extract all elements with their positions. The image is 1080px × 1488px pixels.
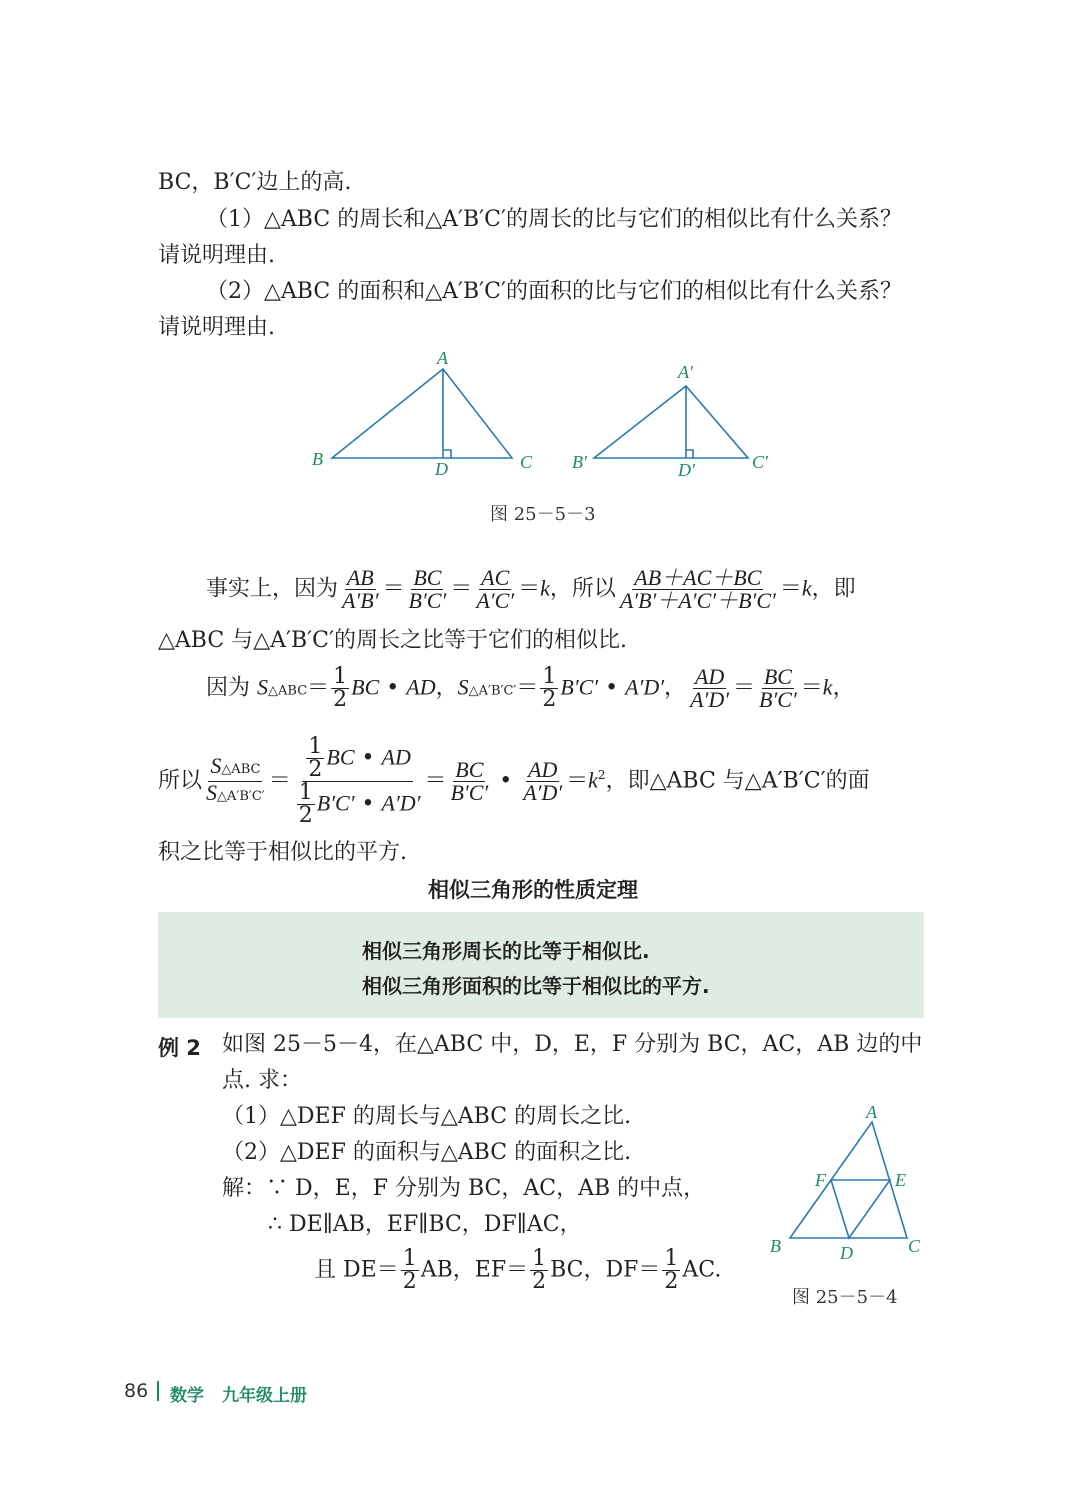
example-question-1: （1）△DEF 的周长与△ABC 的周长之比. bbox=[222, 1104, 632, 1129]
example-question-2: （2）△DEF 的面积与△ABC 的面积之比. bbox=[222, 1140, 632, 1165]
solution-line-1: 解：∵ D，E，F 分别为 BC，AC，AB 的中点， bbox=[222, 1176, 706, 1201]
proof-line-3: 所以 $\frac{\text{S△ABC}}{S\triangle A'B'C'}$ ＝ $\frac{1}{2}$ BC • AD $\frac{1}{2}$ B′C′ • A′D′ ＝ $\frac{BC}{B'C'}$ • $\frac{AD}{A'D'}$ $=k^2$，即△ABC 与△A′B′C′的面 bbox=[158, 734, 870, 828]
footer-book: 数学 bbox=[170, 1386, 204, 1406]
ex-label-a: A bbox=[866, 1102, 877, 1122]
question-1: （1）△ABC 的周长和△A′B′C′的周长的比与它们的相似比有什么关系？ bbox=[206, 207, 902, 232]
solution-line-3: 且 DE＝ $\frac{1}{2}$ AB，EF＝ $\frac{1}{2}$ BC，DF＝ $\frac{1}{2}$ AC. bbox=[314, 1246, 722, 1294]
figure-caption-2: 图 25－5－4 bbox=[792, 1287, 898, 1308]
ex-label-e: E bbox=[895, 1170, 906, 1190]
ex-label-c: C bbox=[908, 1236, 921, 1256]
theorem-line-2: 相似三角形面积的比等于相似比的平方. bbox=[362, 974, 710, 998]
example-label: 例 2 bbox=[158, 1036, 201, 1060]
proof-line-2: 因为 S△ABC＝ $\frac{1}{2}$ BC • AD，S△A′B′C′＝ $\frac{1}{2}$ B′C′ • A′D′， $\frac{AD}{A'D'}$ ＝ $\frac{BC}{B'C'}$ ＝k， bbox=[206, 664, 855, 712]
label-b-prime: B′ bbox=[572, 452, 587, 472]
figure-25-5-4 bbox=[760, 1098, 930, 1268]
proof-line-1: 事实上，因为 $\frac{AB}{A'B'}$ ＝ $\frac{BC}{B'C'}$ ＝ $\frac{AC}{A'C'}$ ＝k，所以 $\frac{AB+AC+BC}{A'B'+A'C'+B'C'}$ ＝k，即 bbox=[206, 565, 856, 613]
theorem-title: 相似三角形的性质定理 bbox=[428, 878, 638, 902]
label-a-prime: A′ bbox=[678, 362, 693, 382]
label-d-prime: D′ bbox=[678, 460, 695, 480]
question-1-cont: 请说明理由. bbox=[158, 243, 275, 268]
label-c: C bbox=[520, 452, 533, 472]
intro-line-0: BC，B′C′边上的高. bbox=[158, 170, 352, 195]
question-2: （2）△ABC 的面积和△A′B′C′的面积的比与它们的相似比有什么关系？ bbox=[206, 279, 902, 304]
footer-grade: 九年级上册 bbox=[222, 1386, 307, 1406]
solution-line-2: ∴ DE∥AB，EF∥BC，DF∥AC， bbox=[268, 1212, 582, 1237]
figure-25-5-3 bbox=[300, 345, 800, 485]
question-2-cont: 请说明理由. bbox=[158, 315, 275, 340]
figure-caption-1: 图 25－5－3 bbox=[490, 504, 596, 525]
label-b: B bbox=[312, 449, 323, 469]
theorem-box bbox=[158, 912, 924, 1018]
proof-line-1b: △ABC 与△A′B′C′的周长之比等于它们的相似比. bbox=[158, 628, 627, 653]
ex-label-d: D bbox=[840, 1243, 853, 1263]
proof-line-4: 积之比等于相似比的平方. bbox=[158, 840, 407, 865]
label-d: D bbox=[435, 459, 448, 479]
page-number: 86 bbox=[124, 1380, 149, 1402]
ex-label-b: B bbox=[770, 1236, 781, 1256]
footer-divider bbox=[157, 1381, 159, 1401]
theorem-line-1: 相似三角形周长的比等于相似比. bbox=[362, 939, 650, 963]
example-text-2: 点. 求： bbox=[222, 1068, 302, 1093]
label-c-prime: C′ bbox=[752, 452, 768, 472]
example-text-1: 如图 25－5－4，在△ABC 中，D，E，F 分别为 BC，AC，AB 边的中 bbox=[222, 1032, 923, 1057]
label-a: A bbox=[437, 348, 448, 368]
ex-label-f: F bbox=[815, 1170, 826, 1190]
